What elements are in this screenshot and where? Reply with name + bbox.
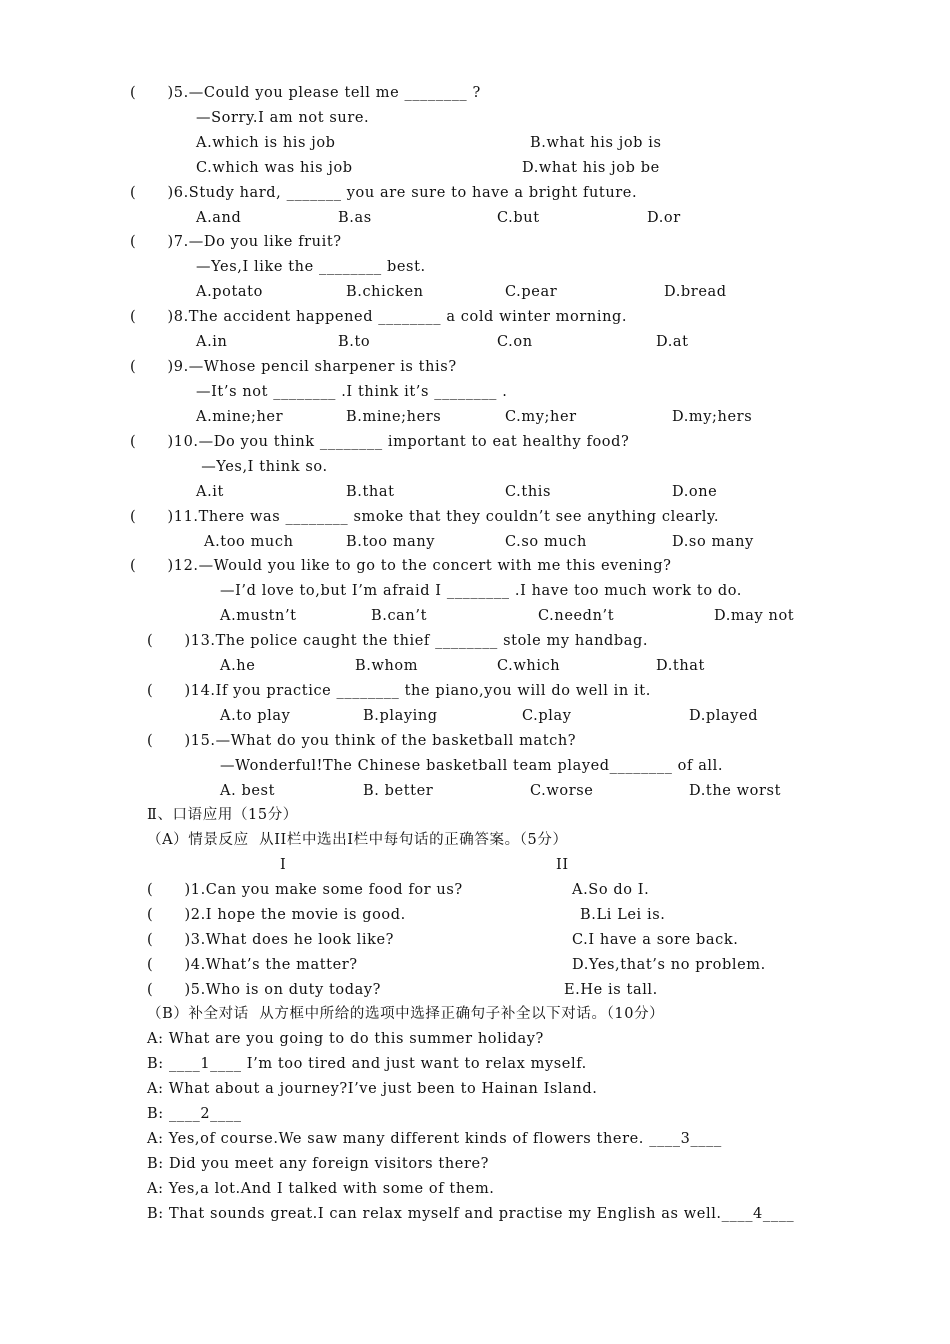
option-b: B.that bbox=[346, 484, 395, 500]
question-12-line: —I’d love to,but I’m afraid I ________ .I have too much work to do. bbox=[220, 583, 743, 599]
option-a: A.to play bbox=[220, 708, 291, 724]
part-a-title: （A）情景反应 从II栏中选出I栏中每句话的正确答案。（5分） bbox=[147, 832, 568, 848]
option-d: D.the worst bbox=[689, 783, 782, 799]
match-right-item: C.I have a sore back. bbox=[572, 932, 739, 948]
option-d: D.may not bbox=[714, 608, 795, 624]
match-left-item: ( )4.What’s the matter? bbox=[147, 957, 358, 973]
dialogue-line: B: Did you meet any foreign visitors there? bbox=[147, 1156, 490, 1172]
option-c: C.play bbox=[522, 708, 572, 724]
dialogue-line: A: What about a journey?I’ve just been to Hainan Island. bbox=[147, 1081, 598, 1097]
option-c: C.worse bbox=[530, 783, 594, 799]
option-a: A. best bbox=[220, 783, 276, 799]
match-left-item: ( )3.What does he look like? bbox=[147, 932, 395, 948]
option-a: A.which is his job bbox=[196, 135, 336, 151]
question-14-stem: ( )14.If you practice ________ the piano,you will do well in it. bbox=[147, 683, 651, 699]
option-d: D.or bbox=[647, 210, 681, 226]
question-7-line: —Yes,I like the ________ best. bbox=[196, 259, 426, 275]
option-c: C.my;her bbox=[505, 409, 577, 425]
question-9-line: —It’s not ________ .I think it’s ________ . bbox=[196, 384, 508, 400]
dialogue-line: A: Yes,of course.We saw many different kinds of flowers there. ____3____ bbox=[147, 1131, 722, 1147]
match-left-item: ( )5.Who is on duty today? bbox=[147, 982, 382, 998]
option-b: B.too many bbox=[346, 534, 436, 550]
option-b: B.to bbox=[338, 334, 371, 350]
option-a: A.in bbox=[196, 334, 228, 350]
option-a: A.too much bbox=[204, 534, 294, 550]
option-d: D.one bbox=[672, 484, 718, 500]
option-a: A.and bbox=[196, 210, 242, 226]
question-10-stem: ( )10.—Do you think ________ important to eat healthy food? bbox=[130, 434, 630, 450]
option-c: C.this bbox=[505, 484, 552, 500]
option-b: B.as bbox=[338, 210, 372, 226]
question-5-stem: ( )5.—Could you please tell me ________ ? bbox=[130, 85, 481, 101]
option-c: C.on bbox=[497, 334, 533, 350]
option-a: A.it bbox=[196, 484, 224, 500]
option-d: D.my;hers bbox=[672, 409, 753, 425]
question-6-stem: ( )6.Study hard, _______ you are sure to have a bright future. bbox=[130, 185, 638, 201]
option-c: C.pear bbox=[505, 284, 558, 300]
column-i-header: I bbox=[280, 857, 287, 873]
question-11-stem: ( )11.There was ________ smoke that they couldn’t see anything clearly. bbox=[130, 509, 720, 525]
option-d: D.at bbox=[656, 334, 689, 350]
option-a: A.he bbox=[220, 658, 256, 674]
option-c: C.which bbox=[497, 658, 561, 674]
section-heading: Ⅱ、口语应用（15分） bbox=[147, 807, 298, 823]
dialogue-line: B: ____2____ bbox=[147, 1106, 242, 1122]
match-left-item: ( )1.Can you make some food for us? bbox=[147, 882, 463, 898]
dialogue-line: A: Yes,a lot.And I talked with some of them. bbox=[147, 1181, 495, 1197]
question-15-stem: ( )15.—What do you think of the basketball match? bbox=[147, 733, 577, 749]
dialogue-line: A: What are you going to do this summer holiday? bbox=[147, 1031, 544, 1047]
option-d: D.so many bbox=[672, 534, 754, 550]
option-d: D.bread bbox=[664, 284, 727, 300]
option-c: C.so much bbox=[505, 534, 587, 550]
option-b: B.chicken bbox=[346, 284, 424, 300]
dialogue-line: B: That sounds great.I can relax myself and practise my English as well.____4____ bbox=[147, 1206, 795, 1222]
option-b: B.playing bbox=[363, 708, 438, 724]
option-a: A.mustn’t bbox=[220, 608, 297, 624]
match-right-item: D.Yes,that’s no problem. bbox=[572, 957, 766, 973]
question-12-stem: ( )12.—Would you like to go to the concert with me this evening? bbox=[130, 558, 672, 574]
question-5-line: —Sorry.I am not sure. bbox=[196, 110, 370, 126]
question-8-stem: ( )8.The accident happened ________ a cold winter morning. bbox=[130, 309, 628, 325]
option-b: B.can’t bbox=[371, 608, 428, 624]
match-right-item: E.He is tall. bbox=[564, 982, 658, 998]
part-b-title: （B）补全对话 从方框中所给的选项中选择正确句子补全以下对话。（10分） bbox=[147, 1006, 665, 1022]
question-15-line: —Wonderful!The Chinese basketball team played________ of all. bbox=[220, 758, 724, 774]
match-right-item: A.So do I. bbox=[572, 882, 650, 898]
option-c: C.but bbox=[497, 210, 540, 226]
question-10-line: —Yes,I think so. bbox=[196, 459, 328, 475]
option-c: C.needn’t bbox=[538, 608, 615, 624]
option-d: D.that bbox=[656, 658, 705, 674]
match-left-item: ( )2.I hope the movie is good. bbox=[147, 907, 406, 923]
option-a: A.mine;her bbox=[196, 409, 284, 425]
option-b: B. better bbox=[363, 783, 434, 799]
question-7-stem: ( )7.—Do you like fruit? bbox=[130, 234, 342, 250]
option-d: D.played bbox=[689, 708, 759, 724]
dialogue-line: B: ____1____ I’m too tired and just want to relax myself. bbox=[147, 1056, 587, 1072]
option-c: C.which was his job bbox=[196, 160, 353, 176]
option-b: B.what his job is bbox=[530, 135, 662, 151]
question-13-stem: ( )13.The police caught the thief ________ stole my handbag. bbox=[147, 633, 649, 649]
option-d: D.what his job be bbox=[522, 160, 660, 176]
option-b: B.mine;hers bbox=[346, 409, 442, 425]
match-right-item: B.Li Lei is. bbox=[580, 907, 666, 923]
option-b: B.whom bbox=[355, 658, 419, 674]
question-9-stem: ( )9.—Whose pencil sharpener is this? bbox=[130, 359, 457, 375]
column-ii-header: II bbox=[556, 857, 569, 873]
option-a: A.potato bbox=[196, 284, 263, 300]
